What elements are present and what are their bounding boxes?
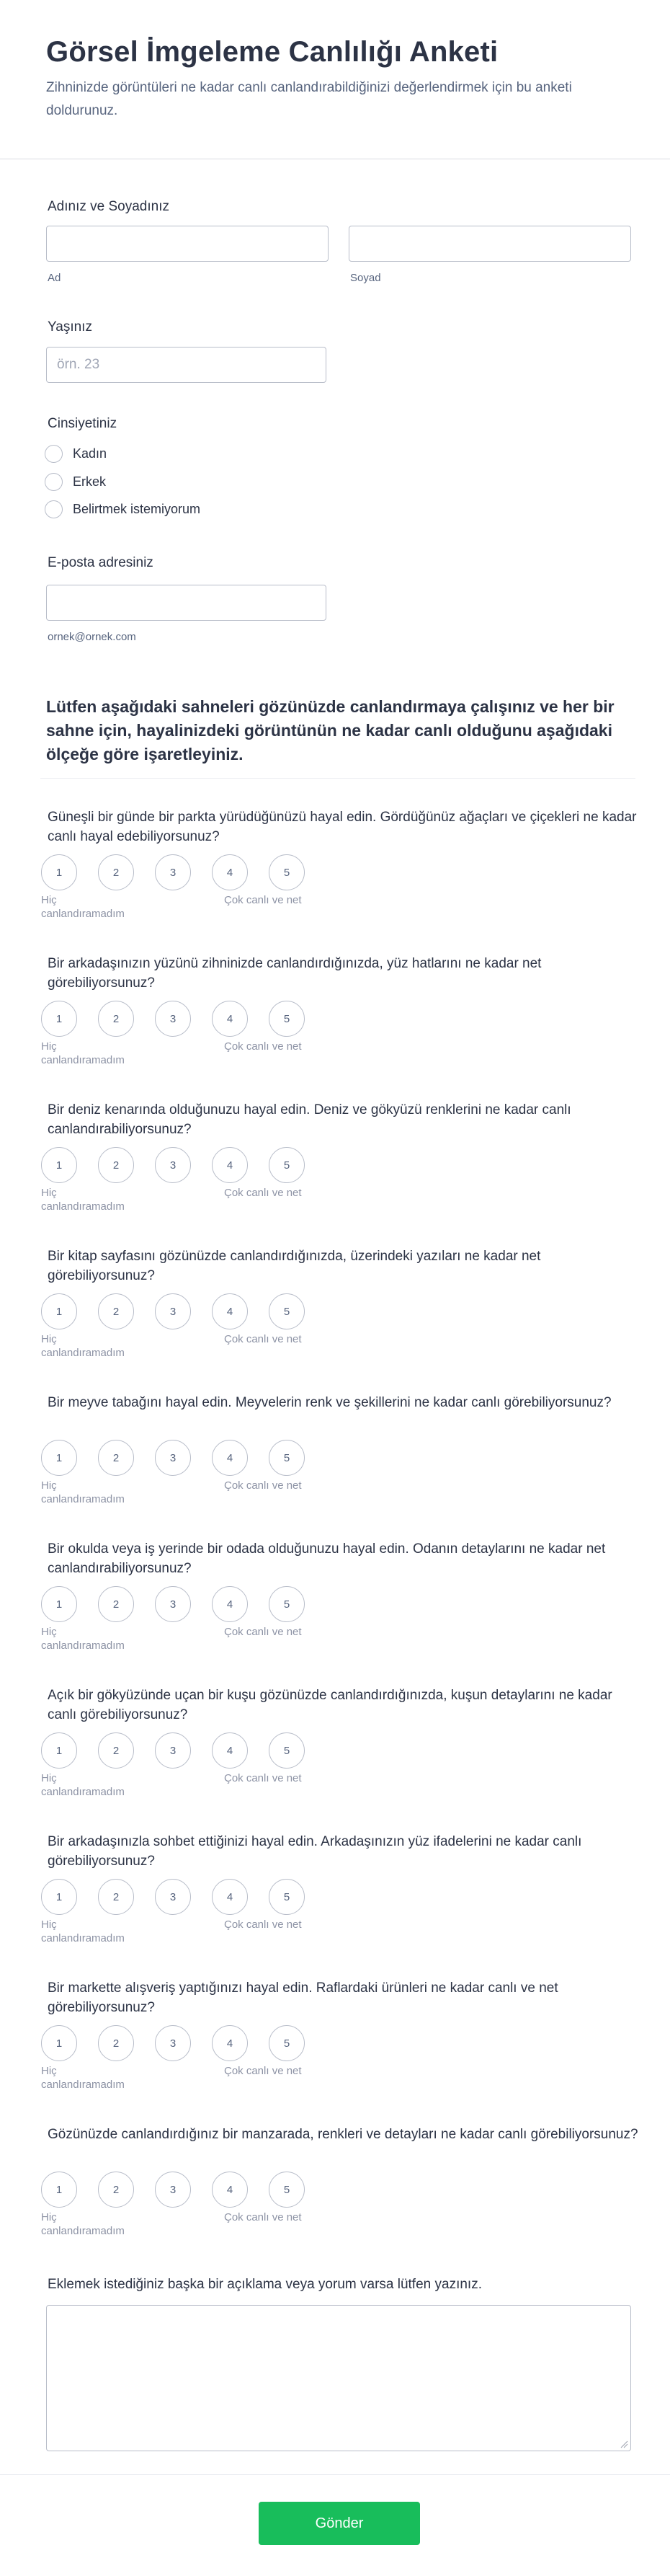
scale-low-label: Hiç canlandıramadım xyxy=(41,2065,125,2091)
rating-option-3[interactable]: 3 xyxy=(155,2172,191,2208)
email-input[interactable] xyxy=(46,585,326,621)
rating-option-1[interactable]: 1 xyxy=(41,1001,77,1037)
question-text: Güneşli bir günde bir parkta yürüdüğünüzü hayal edin. Gördüğünüz ağaçları ve çiçekleri ne kadar canlı hayal edebiliyorsunuz? xyxy=(48,810,637,844)
rating-option-1[interactable]: 1 xyxy=(41,1293,77,1329)
rating-scale xyxy=(41,1001,326,1037)
scale-low-label: Hiç canlandıramadım xyxy=(41,2211,125,2237)
rating-option-4[interactable]: 4 xyxy=(212,2025,248,2061)
rating-question-8 xyxy=(0,1829,670,1975)
rating-option-2[interactable]: 2 xyxy=(98,1147,134,1183)
rating-scale xyxy=(41,854,326,890)
scale-high-label: Çok canlı ve net xyxy=(224,1187,302,1199)
scale-high-label: Çok canlı ve net xyxy=(224,2211,302,2223)
gender-option-label: Belirtmek istemiyorum xyxy=(73,502,201,516)
rating-option-3[interactable]: 3 xyxy=(155,1732,191,1769)
first-name-input[interactable] xyxy=(46,226,329,262)
rating-scale xyxy=(41,1879,326,1915)
scale-high-label: Çok canlı ve net xyxy=(224,1918,302,1931)
submit-button[interactable]: Gönder xyxy=(259,2502,420,2545)
rating-option-1[interactable]: 1 xyxy=(41,2172,77,2208)
question-text: Bir deniz kenarında olduğunuzu hayal edin. Deniz ve gökyüzü renklerini ne kadar canlı canlandırabiliyorsunuz? xyxy=(48,1102,571,1137)
footer-divider xyxy=(0,2474,670,2475)
section-divider xyxy=(40,778,635,779)
scale-low-label: Hiç canlandıramadım xyxy=(41,1479,125,1505)
rating-scale xyxy=(41,1586,326,1622)
scale-high-label: Çok canlı ve net xyxy=(224,1772,302,1784)
rating-option-4[interactable]: 4 xyxy=(212,1147,248,1183)
scale-high-label: Çok canlı ve net xyxy=(224,1626,302,1638)
rating-option-3[interactable]: 3 xyxy=(155,1001,191,1037)
scale-low-label: Hiç canlandıramadım xyxy=(41,1333,125,1359)
rating-scale xyxy=(41,1293,326,1329)
question-text: Açık bir gökyüzünde uçan bir kuşu gözünüzde canlandırdığınızda, kuşun detaylarını ne kadar canlı görebiliyorsunuz? xyxy=(48,1688,612,1722)
radio-circle-icon[interactable] xyxy=(45,473,63,491)
rating-option-1[interactable]: 1 xyxy=(41,2025,77,2061)
rating-option-3[interactable]: 3 xyxy=(155,1879,191,1915)
rating-scale xyxy=(41,2025,326,2061)
rating-option-2[interactable]: 2 xyxy=(98,2025,134,2061)
rating-option-5[interactable]: 5 xyxy=(269,854,305,890)
rating-option-4[interactable]: 4 xyxy=(212,1586,248,1622)
rating-option-3[interactable]: 3 xyxy=(155,854,191,890)
rating-option-4[interactable]: 4 xyxy=(212,1001,248,1037)
gender-option-kadin[interactable] xyxy=(45,445,107,463)
scale-high-label: Çok canlı ve net xyxy=(224,894,302,906)
rating-question-3 xyxy=(0,1097,670,1244)
question-text: Bir arkadaşınızla sohbet ettiğinizi hayal edin. Arkadaşınızın yüz ifadelerini ne kadar canlı görebiliyorsunuz? xyxy=(48,1834,582,1869)
rating-option-2[interactable]: 2 xyxy=(98,1293,134,1329)
form-description: Zihninizde görüntüleri ne kadar canlı canlandırabildiğinizi değerlendirmek için bu anketi doldurunuz. xyxy=(46,80,572,118)
rating-option-4[interactable]: 4 xyxy=(212,1732,248,1769)
scale-low-label: Hiç canlandıramadım xyxy=(41,1040,125,1066)
comment-label: Eklemek istediğiniz başka bir açıklama veya yorum varsa lütfen yazınız. xyxy=(48,2277,482,2292)
rating-option-5[interactable]: 5 xyxy=(269,1879,305,1915)
email-sublabel: ornek@ornek.com xyxy=(48,631,136,643)
gender-option-none[interactable] xyxy=(45,500,200,518)
rating-option-2[interactable]: 2 xyxy=(98,854,134,890)
rating-option-5[interactable]: 5 xyxy=(269,1001,305,1037)
rating-option-5[interactable]: 5 xyxy=(269,1293,305,1329)
last-name-input[interactable] xyxy=(349,226,631,262)
scale-low-label: Hiç canlandıramadım xyxy=(41,1772,125,1798)
rating-option-1[interactable]: 1 xyxy=(41,1732,77,1769)
radio-circle-icon[interactable] xyxy=(45,445,63,463)
form-header xyxy=(0,0,670,159)
rating-option-1[interactable]: 1 xyxy=(41,854,77,890)
scale-low-label: Hiç canlandıramadım xyxy=(41,894,125,920)
instructions-text: Lütfen aşağıdaki sahneleri gözünüzde canlandırmaya çalışınız ve her bir sahne için, hayalinizdeki görüntünün ne kadar canlı olduğunu aşağıdaki ölçeğe göre işaretleyiniz. xyxy=(46,697,615,763)
rating-option-3[interactable]: 3 xyxy=(155,1586,191,1622)
rating-scale xyxy=(41,1440,326,1476)
rating-option-2[interactable]: 2 xyxy=(98,1001,134,1037)
rating-option-1[interactable]: 1 xyxy=(41,1440,77,1476)
rating-option-4[interactable]: 4 xyxy=(212,2172,248,2208)
scale-low-label: Hiç canlandıramadım xyxy=(41,1626,125,1652)
rating-option-5[interactable]: 5 xyxy=(269,1732,305,1769)
rating-scale xyxy=(41,1147,326,1183)
rating-option-4[interactable]: 4 xyxy=(212,1293,248,1329)
rating-question-6 xyxy=(0,1536,670,1683)
age-label: Yaşınız xyxy=(48,319,92,335)
rating-question-4 xyxy=(0,1244,670,1390)
email-label: E-posta adresiniz xyxy=(48,555,153,570)
rating-option-2[interactable]: 2 xyxy=(98,1732,134,1769)
rating-scale xyxy=(41,1732,326,1769)
rating-question-1 xyxy=(0,805,670,951)
scale-low-label: Hiç canlandıramadım xyxy=(41,1918,125,1944)
comment-textarea[interactable] xyxy=(46,2305,631,2451)
rating-option-5[interactable]: 5 xyxy=(269,2025,305,2061)
question-text: Bir okulda veya iş yerinde bir odada olduğunuzu hayal edin. Odanın detaylarını ne kadar net canlandırabiliyorsunuz? xyxy=(48,1541,606,1576)
scale-high-label: Çok canlı ve net xyxy=(224,1333,302,1345)
gender-option-label: Kadın xyxy=(73,446,107,461)
rating-option-1[interactable]: 1 xyxy=(41,1147,77,1183)
rating-option-3[interactable]: 3 xyxy=(155,2025,191,2061)
gender-label: Cinsiyetiniz xyxy=(48,416,117,431)
gender-option-erkek[interactable] xyxy=(45,473,106,491)
name-label: Adınız ve Soyadınız xyxy=(48,199,169,214)
rating-option-5[interactable]: 5 xyxy=(269,1586,305,1622)
scale-high-label: Çok canlı ve net xyxy=(224,1040,302,1053)
rating-question-5 xyxy=(0,1390,670,1536)
rating-option-1[interactable]: 1 xyxy=(41,1879,77,1915)
rating-option-5[interactable]: 5 xyxy=(269,1147,305,1183)
question-text: Bir arkadaşınızın yüzünü zihninizde canlandırdığınızda, yüz hatlarını ne kadar net görebiliyorsunuz? xyxy=(48,956,542,991)
rating-question-10 xyxy=(0,2122,670,2268)
rating-option-3[interactable]: 3 xyxy=(155,1147,191,1183)
rating-option-5[interactable]: 5 xyxy=(269,1440,305,1476)
question-text: Bir meyve tabağını hayal edin. Meyvelerin renk ve şekillerini ne kadar canlı görebiliyorsunuz? xyxy=(48,1395,612,1410)
rating-option-2[interactable]: 2 xyxy=(98,2172,134,2208)
rating-option-4[interactable]: 4 xyxy=(212,1440,248,1476)
rating-option-2[interactable]: 2 xyxy=(98,1586,134,1622)
first-name-sublabel: Ad xyxy=(48,272,61,284)
rating-option-2[interactable]: 2 xyxy=(98,1879,134,1915)
question-text: Bir markette alışveriş yaptığınızı hayal edin. Raflardaki ürünleri ne kadar canlı ve net görebiliyorsunuz? xyxy=(48,1980,558,2015)
radio-circle-icon[interactable] xyxy=(45,500,63,518)
resize-handle-icon[interactable] xyxy=(620,2440,628,2448)
scale-high-label: Çok canlı ve net xyxy=(224,1479,302,1492)
scale-low-label: Hiç canlandıramadım xyxy=(41,1187,125,1213)
rating-question-9 xyxy=(0,1975,670,2122)
question-text: Bir kitap sayfasını gözünüzde canlandırdığınızda, üzerindeki yazıları ne kadar net görebiliyorsunuz? xyxy=(48,1249,541,1283)
scale-high-label: Çok canlı ve net xyxy=(224,2065,302,2077)
rating-scale xyxy=(41,2172,326,2208)
rating-option-3[interactable]: 3 xyxy=(155,1440,191,1476)
question-text: Gözünüzde canlandırdığınız bir manzarada, renkleri ve detayları ne kadar canlı görebiliyorsunuz? xyxy=(48,2127,638,2142)
rating-question-7 xyxy=(0,1683,670,1829)
rating-option-2[interactable]: 2 xyxy=(98,1440,134,1476)
rating-option-5[interactable]: 5 xyxy=(269,2172,305,2208)
rating-question-2 xyxy=(0,951,670,1097)
rating-option-4[interactable]: 4 xyxy=(212,1879,248,1915)
gender-option-label: Erkek xyxy=(73,474,107,489)
rating-option-4[interactable]: 4 xyxy=(212,854,248,890)
last-name-sublabel: Soyad xyxy=(350,272,381,284)
form-title: Görsel İmgeleme Canlılığı Anketi xyxy=(46,36,499,68)
rating-option-3[interactable]: 3 xyxy=(155,1293,191,1329)
age-input[interactable] xyxy=(46,347,326,383)
rating-option-1[interactable]: 1 xyxy=(41,1586,77,1622)
